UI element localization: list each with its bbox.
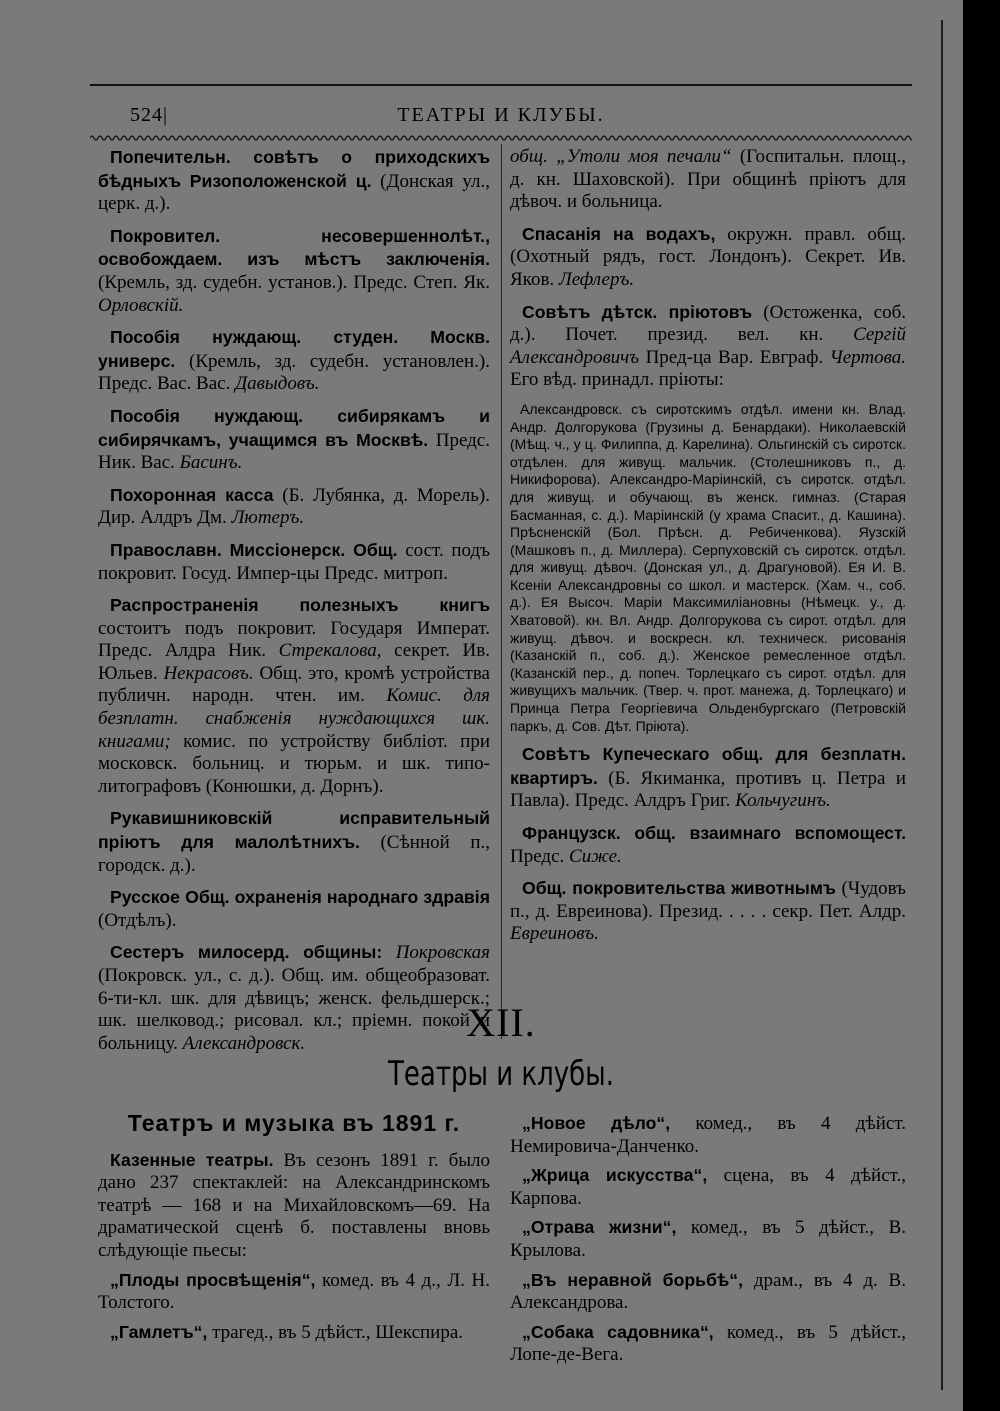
entry-heading: „Гамлетъ“, <box>110 1321 208 1342</box>
entry-heading: „Собака садовника“, <box>522 1321 714 1342</box>
entry-paragraph <box>98 326 490 396</box>
entry-paragraph <box>510 1112 906 1158</box>
entry-text: (Покровск. ул., с. д.). Общ. им. общеобразоват. 6-ти-кл. шк. для дѣвицъ; женск. фельдшерск.; шк. шелковод.; рисовал. кл.; пріемн. покой и больницу. <box>98 965 490 1054</box>
entry-italic: Сергій Александровичъ <box>510 324 906 368</box>
entry-text: (Кремль, зд. судебн. установ.). Предс. Степ. Як. <box>98 271 490 293</box>
entry-text: (Кремль, зд. судебн. установлен.). Предс. Вас. Вас. <box>98 350 490 395</box>
bottom-left-column <box>98 1112 490 1350</box>
entry-paragraph <box>98 225 490 317</box>
entry-text: Предс. <box>510 845 570 867</box>
entry-text: состоитъ подъ покровит. Государя Императ. Предс. Алдра Ник. <box>98 617 490 662</box>
entry-text: (Отдѣлъ). <box>98 909 177 931</box>
entry-heading: „Жрица искусства“, <box>522 1165 708 1186</box>
entry-italic: Покровская <box>395 942 490 964</box>
entry-heading: Попечительн. совѣтъ о приходскихъ бѣдныхъ Ризоположенской ц. <box>98 147 490 191</box>
entry-italic: Стрекалова, <box>278 640 382 662</box>
entry-text: (Б. Лубянка, д. Морель). Дир. Алдръ Дм. <box>98 484 490 529</box>
document-page <box>90 84 912 1404</box>
entry-heading: „Новое дѣло“, <box>522 1113 671 1133</box>
entry-heading: Пособія нуждающ. студен. Москв. универс. <box>98 327 490 371</box>
entry-paragraph <box>510 877 906 946</box>
entry-paragraph <box>98 807 490 877</box>
entry-paragraph <box>98 539 490 585</box>
entry-text: Его вѣд. принадл. пріюты: <box>510 369 724 391</box>
entry-italic: общ. „Утоли моя печали“ <box>510 146 732 167</box>
entry-text: Пред-ца Вар. Евграф. <box>639 346 830 368</box>
page-header <box>90 98 912 132</box>
scan-dark-edge <box>963 0 1000 1411</box>
entry-italic: Сиже. <box>569 845 622 867</box>
entry-paragraph <box>98 1321 490 1345</box>
entry-text: (Чудовъ п., д. Евреинова). Презид. . . . . секр. Пет. Алдр. <box>510 878 906 922</box>
entry-text: (Донская ул., церк. д.). <box>98 170 490 215</box>
entry-italic: Евреиновъ. <box>510 923 599 945</box>
entry-paragraph <box>98 484 490 530</box>
entry-paragraph <box>98 405 490 475</box>
entry-heading: Общ. покровительства животнымъ <box>522 878 836 899</box>
entry-text: Общ. это, кромѣ устройства публичн. народн. чтен. им. <box>98 662 490 707</box>
entry-italic: Александровск. <box>182 1032 306 1054</box>
bottom-right-column <box>510 1112 906 1373</box>
entry-italic: Комис. для безплатн. снабженія нуждающихся шк. книгами; <box>98 685 490 752</box>
entry-paragraph <box>510 1216 906 1262</box>
column-divider <box>501 144 502 1039</box>
entry-text <box>382 942 396 963</box>
entry-paragraph <box>510 146 906 214</box>
entry-text: (Б. Якиманка, противъ ц. Петра и Павла). Предс. Алдръ Григ. <box>510 767 906 812</box>
page-number: 524| <box>130 104 169 126</box>
entry-paragraph <box>98 1149 490 1263</box>
subsection-title: Театръ и музыка въ 1891 г. <box>127 1110 461 1136</box>
entry-heading: Французск. общ. взаимнаго вспомощест. <box>522 823 906 843</box>
wavy-rule <box>90 133 912 143</box>
entry-italic: Кольчугинъ. <box>735 790 831 812</box>
entry-heading: Казенные театры. <box>110 1149 274 1170</box>
running-title: ТЕАТРЫ И КЛУБЫ. <box>397 104 605 126</box>
entry-text: трагед., въ 5 дѣйст., Шекспира. <box>207 1321 464 1343</box>
entry-text: драм., въ 4 д. В. Александрова. <box>510 1269 906 1314</box>
entry-italic: Лефлеръ. <box>558 268 635 290</box>
entry-paragraph <box>98 1269 490 1315</box>
entry-paragraph <box>510 1269 906 1315</box>
entry-heading: Рукавишниковскій исправительный пріютъ для малолѣтнихъ. <box>98 808 490 853</box>
entry-heading: „Плоды просвѣщенія“, <box>110 1269 316 1290</box>
entry-paragraph <box>510 301 906 392</box>
entry-italic: Некрасовъ. <box>163 662 254 684</box>
entry-italic: Басинъ. <box>179 452 243 474</box>
entry-heading: Сестеръ милосерд. общины: <box>110 942 383 963</box>
entry-heading: Покровител. несовершеннолѣт., освобождаем. изъ мѣстъ заключенія. <box>98 225 490 270</box>
entry-heading: Совѣтъ Купеческаго общ. для безплатн. квартиръ. <box>510 744 906 788</box>
entry-heading: Спасанія на водахъ, <box>522 223 716 244</box>
entry-paragraph <box>98 146 490 216</box>
entry-text: сост. подъ покровит. Госуд. Импер-цы Предс. митроп. <box>98 539 490 584</box>
entry-paragraph <box>510 223 906 292</box>
entry-heading: Православн. Миссіонерск. Общ. <box>110 539 398 560</box>
entry-heading: Похоронная касса <box>110 484 274 505</box>
entry-italic: Лютеръ. <box>231 507 305 529</box>
entry-italic: Чертова. <box>829 346 906 368</box>
left-column <box>98 146 490 1064</box>
section-title: Театры и клубы. <box>388 1054 614 1094</box>
entry-text: комед., въ 5 дѣйст., Лопе-де-Вега. <box>510 1321 906 1366</box>
entry-heading: Русское Общ. охраненія народнаго здравія <box>110 887 490 908</box>
entry-text: сцена, въ 4 дѣйст., Карпова. <box>510 1165 907 1209</box>
entry-text: комед., въ 5 дѣйст., В. Крылова. <box>510 1217 907 1261</box>
entry-paragraph <box>98 594 490 798</box>
section-number: XII. <box>466 1000 536 1045</box>
entry-text: Въ сезонъ 1891 г. было дано 237 спектаклей: на Александринскомъ театрѣ — 168 и на Михайловскомъ—69. На драматической сценѣ б. поставлены вновь слѣдующіе пьесы: <box>98 1149 490 1261</box>
entry-paragraph <box>510 822 906 868</box>
entry-italic: Орловскій. <box>98 294 184 316</box>
entry-text: комис. по устройству библіот. при московск. больниц. и тюрьм. и шк. типо-литографовъ (Конюшки, д. Дорнъ). <box>98 730 490 797</box>
entry-heading: „Въ неравной борьбѣ“, <box>522 1269 744 1290</box>
orphanage-list: Александровск. съ сиротскимъ отдѣл. имени кн. Влад. Андр. Долгорукова (Грузины д. Бенардаки). Николаевскій (Мѣщ. ч., у ц. Филиппа, д. Карелина). Ольгинскій съ сиротск. отдѣлен. для живущ. мальчик. (Столешниковъ п., д. Никифорова). Александро-Маріинскій, съ сиротск. отдѣл. для живущ. и обучающ. въ женск. гимназ. (Старая Басманная, с. д.). Маріинскій (у храма Спасит., д. Кашина). Прѣсненскій (Бол. Прѣсн. д. Ребиченкова). Яузскій (Машковъ п., д. Миллера). Серпуховскій съ сиротск. отдѣл. для живущ. дѣвоч. (Донская ул., д. Драгуновой). Ея И. В. Ксеніи Александровны со школ. и мастерск. (Хам. ч., соб. д.). Ея Высоч. Маріи Максимиліановны (Нѣмецк. у., д. Хватовой). кн. Вл. Андр. Долгорукова съ сирот. отдѣл. для живущ. дѣвоч. и воскресн. кл. техническ. рисованія (Казанскій п., соб. д.). Женское ремесленное отдѣл. (Казанскій пер., д. попеч. Торлецкаго съ сирот. отдѣл. для живущихъ мальчик. (Твер. ч. прот. манежа, д. Торлецкаго) и Принца Петра Георгіевича Ольденбургскаго (Петровскій паркъ, д. Сов. Дѣт. Пріюта). <box>510 400 906 734</box>
entry-paragraph <box>510 1164 906 1210</box>
entry-heading: Распространенія полезныхъ книгъ <box>110 595 490 616</box>
entry-text: Предс. Ник. Вас. <box>98 429 490 474</box>
entry-paragraph <box>98 886 490 932</box>
entry-italic: Давыдовъ. <box>235 373 320 395</box>
scan-margin-line <box>941 20 943 1390</box>
entry-text: (Госпитальн. площ., д. кн. Шаховской). При общинѣ пріютъ для дѣвоч. и больница. <box>510 146 906 213</box>
entry-text: секрет. Ив. Юльев. <box>98 640 490 684</box>
entry-heading: Совѣтъ дѣтск. пріютовъ <box>522 301 753 322</box>
entry-paragraph <box>510 1321 906 1367</box>
entry-text: комед. въ 4 д., Л. Н. Толстого. <box>98 1269 490 1314</box>
entry-text: (Остоженка, соб. д.). Почет. презид. вел. кн. <box>510 301 906 346</box>
entry-heading: „Отрава жизни“, <box>522 1217 677 1238</box>
entry-text: окружн. правл. общ. (Охотный рядъ, гост. Лондонъ). Секрет. Ив. Яков. <box>510 223 906 290</box>
entry-heading: Пособія нуждающ. сибирякамъ и сибирячкамъ, учащимся въ Москвѣ. <box>98 405 490 450</box>
right-column <box>510 146 906 955</box>
entry-text: (Сѣнной п., городск. д.). <box>98 832 490 876</box>
entry-text: комед., въ 4 дѣйст. Немировича-Данченко. <box>510 1113 906 1157</box>
entry-paragraph <box>510 743 906 813</box>
top-rule <box>90 84 912 86</box>
